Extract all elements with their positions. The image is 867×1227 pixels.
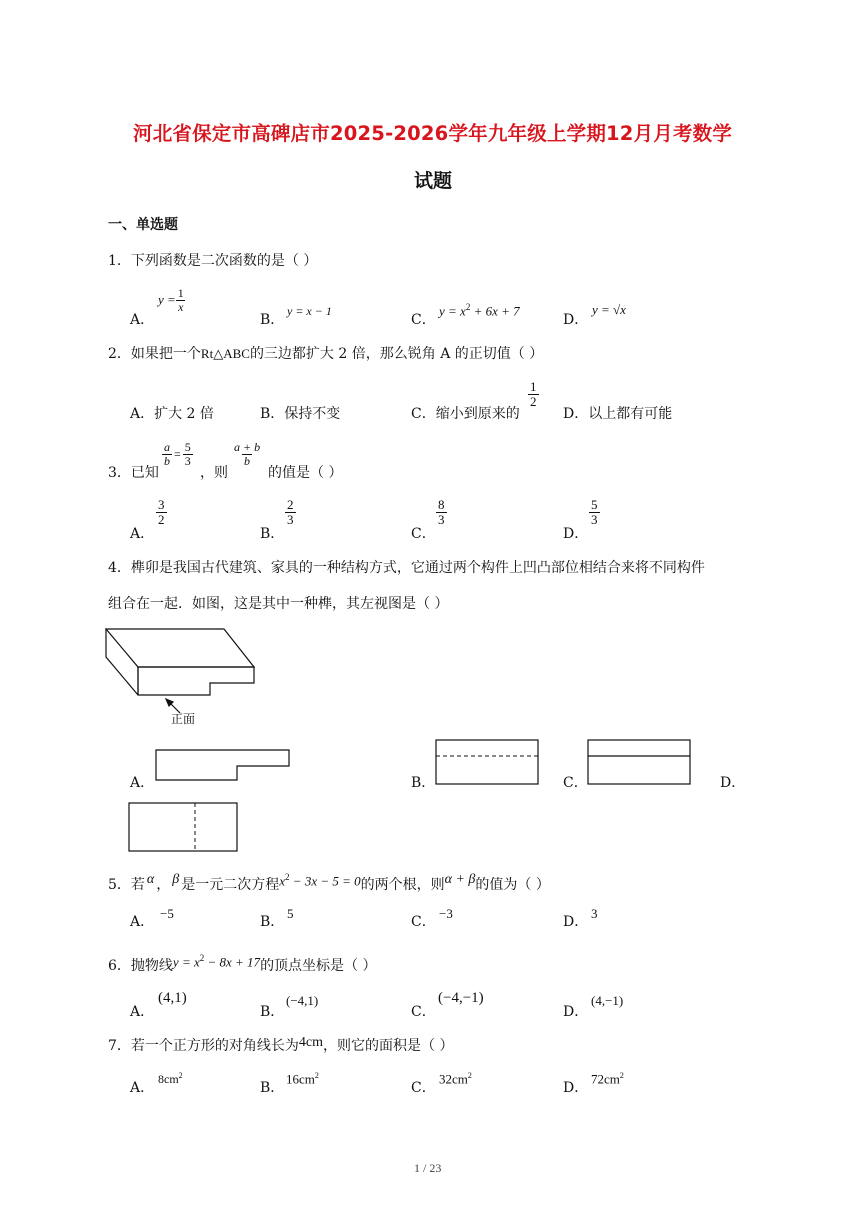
question-1-stem: 1．下列函数是二次函数的是（ ）	[108, 253, 318, 269]
q3-eq: =	[174, 446, 181, 461]
q5-option-d-label: D．	[563, 914, 589, 930]
q3-option-b-label: B．	[260, 526, 285, 542]
q1-option-a-label: A．	[130, 312, 155, 328]
q6-option-a-value: (4,1)	[158, 990, 187, 1006]
q5-comma: ，	[156, 877, 171, 893]
q5-stem-mid: 是一元二次方程	[181, 877, 280, 893]
q3-option-a-value	[156, 498, 167, 526]
q5-beta: β	[172, 872, 180, 887]
q1-a-den: x	[178, 299, 184, 314]
question-6-stem	[108, 952, 377, 975]
q3-stem-post: 的值是（ ）	[268, 465, 343, 481]
q2-c-fraction	[528, 380, 539, 408]
figure-top-face	[106, 629, 254, 667]
question-5-stem	[108, 871, 550, 894]
q5-option-b-label: B．	[260, 914, 285, 930]
q3-expr-den: b	[244, 453, 251, 468]
q3-option-c-label: C．	[411, 526, 436, 542]
question-2-stem	[108, 343, 543, 363]
section-heading: 一、单选题	[108, 217, 178, 233]
q7-option-c-label: C．	[411, 1080, 436, 1096]
q3-option-d-label: D．	[563, 526, 589, 542]
q1-c-sup: 2	[465, 302, 471, 312]
q2-option-d: D．以上都有可能	[563, 406, 673, 422]
q1-option-c-label: C．	[411, 312, 436, 328]
q5-option-d-value: 3	[591, 906, 598, 921]
q3-rhs-num: 5	[184, 440, 191, 454]
q3-option-b-value	[285, 498, 296, 526]
q3-d-num: 5	[591, 497, 598, 512]
front-label: 正面	[171, 712, 196, 726]
q3-rhs-den: 3	[184, 453, 191, 468]
q2-option-a: A．扩大 2 倍	[130, 406, 214, 422]
q7-option-d-value: $72cm^2$	[591, 1071, 624, 1087]
q3-expr-num: a + b	[234, 440, 261, 454]
q2-c-den: 2	[530, 393, 537, 409]
q3-c-den: 3	[438, 511, 445, 527]
q6-option-b-label: B．	[260, 1004, 285, 1020]
document-title-line2: 试题	[414, 170, 453, 192]
q5-stem-post: 的值为（ ）	[475, 877, 550, 893]
q1-c-post: + 6x + 7	[470, 303, 520, 319]
q5-option-b-value: 5	[287, 906, 294, 921]
q6-option-c-value: (−4,−1)	[438, 990, 484, 1006]
question-4-stem-line1: 4．榫卯是我国古代建筑、家具的一种结构方式，它通过两个构件上凹凸部位相结合来将不同构件	[108, 560, 705, 576]
q5-sum: α + β	[444, 872, 476, 887]
q1-option-a-math	[158, 287, 186, 313]
q2-option-c: C．缩小到原来的	[411, 406, 520, 422]
q4-option-b-label: B．	[411, 775, 436, 791]
q2-option-b: B．保持不变	[260, 406, 341, 422]
q7-option-a-label: A．	[130, 1080, 155, 1096]
q3-a-num: 3	[158, 497, 165, 512]
q3-lhs-den: b	[164, 453, 170, 468]
q5-equation: $x^2 - 3x - 5 = 0$	[279, 871, 361, 888]
q3-c-num: 8	[438, 497, 445, 512]
q6-option-a-label: A．	[130, 1004, 155, 1020]
tenon-3d-figure	[104, 627, 264, 717]
q2-stem-pre: 2．如果把一个	[108, 346, 201, 362]
q3-option-d-value	[589, 498, 600, 526]
q5-option-c-value: −3	[439, 906, 453, 921]
q6-option-d-value: (4,−1)	[591, 993, 624, 1008]
q3-stem-mid: ，则	[200, 465, 228, 481]
q6-equation: $y = x^2 - 8x + 17$	[172, 952, 261, 969]
q3-d-den: 3	[591, 511, 598, 527]
q1-option-b-label: B．	[260, 312, 285, 328]
q7-option-a-value: $8cm^2$	[158, 1071, 183, 1086]
q7-stem-value: 4cm	[298, 1035, 324, 1050]
q5-stem-mid2: 的两个根，则	[360, 877, 445, 893]
document-title: 河北省保定市高碑店市2025-2026学年九年级上学期12月月考数学	[133, 122, 733, 145]
q4-option-a-label: A．	[130, 775, 155, 791]
q5-alpha: α	[146, 872, 155, 887]
q7-stem-post: ，则它的面积是（ ）	[323, 1038, 454, 1054]
q4-option-a-figure	[154, 748, 318, 784]
q7-option-b-value: $16cm^2$	[286, 1071, 319, 1087]
q5-option-a-label: A．	[130, 914, 155, 930]
q6-stem-post: 的顶点坐标是（ ）	[260, 958, 377, 974]
q1-option-d-math: y = √x	[592, 302, 626, 317]
q4-option-c-label: C．	[563, 775, 588, 791]
q4-option-d-label: D．	[720, 775, 746, 791]
q6-stem-pre: 6．抛物线	[108, 958, 173, 974]
q1-c-pre: y = x	[439, 303, 466, 319]
q4-option-c-figure	[587, 739, 693, 787]
q4-option-d-figure	[127, 801, 239, 853]
q5-stem-pre: 5．若	[108, 877, 145, 893]
q1-a-lhs: y =	[158, 292, 176, 308]
q6-option-d-label: D．	[563, 1004, 589, 1020]
q5-option-c-label: C．	[411, 914, 436, 930]
q1-option-c-math	[439, 302, 520, 319]
q3-given-ratio	[162, 441, 193, 467]
q6-option-b-value: (−4,1)	[286, 993, 319, 1008]
q5-option-a-value: −5	[160, 906, 174, 921]
q3-b-num: 2	[287, 497, 294, 512]
q3-a-den: 2	[158, 511, 165, 527]
q2-c-num: 1	[530, 379, 537, 394]
q3-option-c-value	[436, 498, 447, 526]
question-4-stem-line2: 组合在一起．如图，这是其中一种榫，其左视图是（ ）	[108, 596, 449, 612]
q7-option-b-label: B．	[260, 1080, 285, 1096]
question-3-stem-pre: 3．已知	[108, 465, 159, 481]
q7-option-c-value: $32cm^2$	[439, 1071, 472, 1087]
q2-stem-math: Rt△ABC	[200, 346, 250, 361]
q1-a-num: 1	[177, 286, 184, 300]
q7-stem-pre: 7．若一个正方形的对角线长为	[108, 1038, 299, 1054]
q1-a-fraction	[176, 287, 186, 313]
q1-option-d-label: D．	[563, 312, 589, 328]
question-7-stem	[108, 1035, 453, 1055]
q3-option-a-label: A．	[130, 526, 155, 542]
q3-b-den: 3	[287, 511, 294, 527]
figure-front-face	[138, 667, 254, 695]
q1-option-b-math: y = x − 1	[287, 304, 332, 318]
q7-option-d-label: D．	[563, 1080, 589, 1096]
q4-option-b-figure	[435, 739, 541, 787]
q2-stem-post: 的三边都扩大 2 倍，那么锐角 A 的正切值（ ）	[249, 346, 544, 362]
q3-lhs-num: a	[164, 440, 170, 454]
q3-expression	[232, 441, 262, 467]
page-number: 1 / 23	[414, 1161, 442, 1175]
q6-option-c-label: C．	[411, 1004, 436, 1020]
